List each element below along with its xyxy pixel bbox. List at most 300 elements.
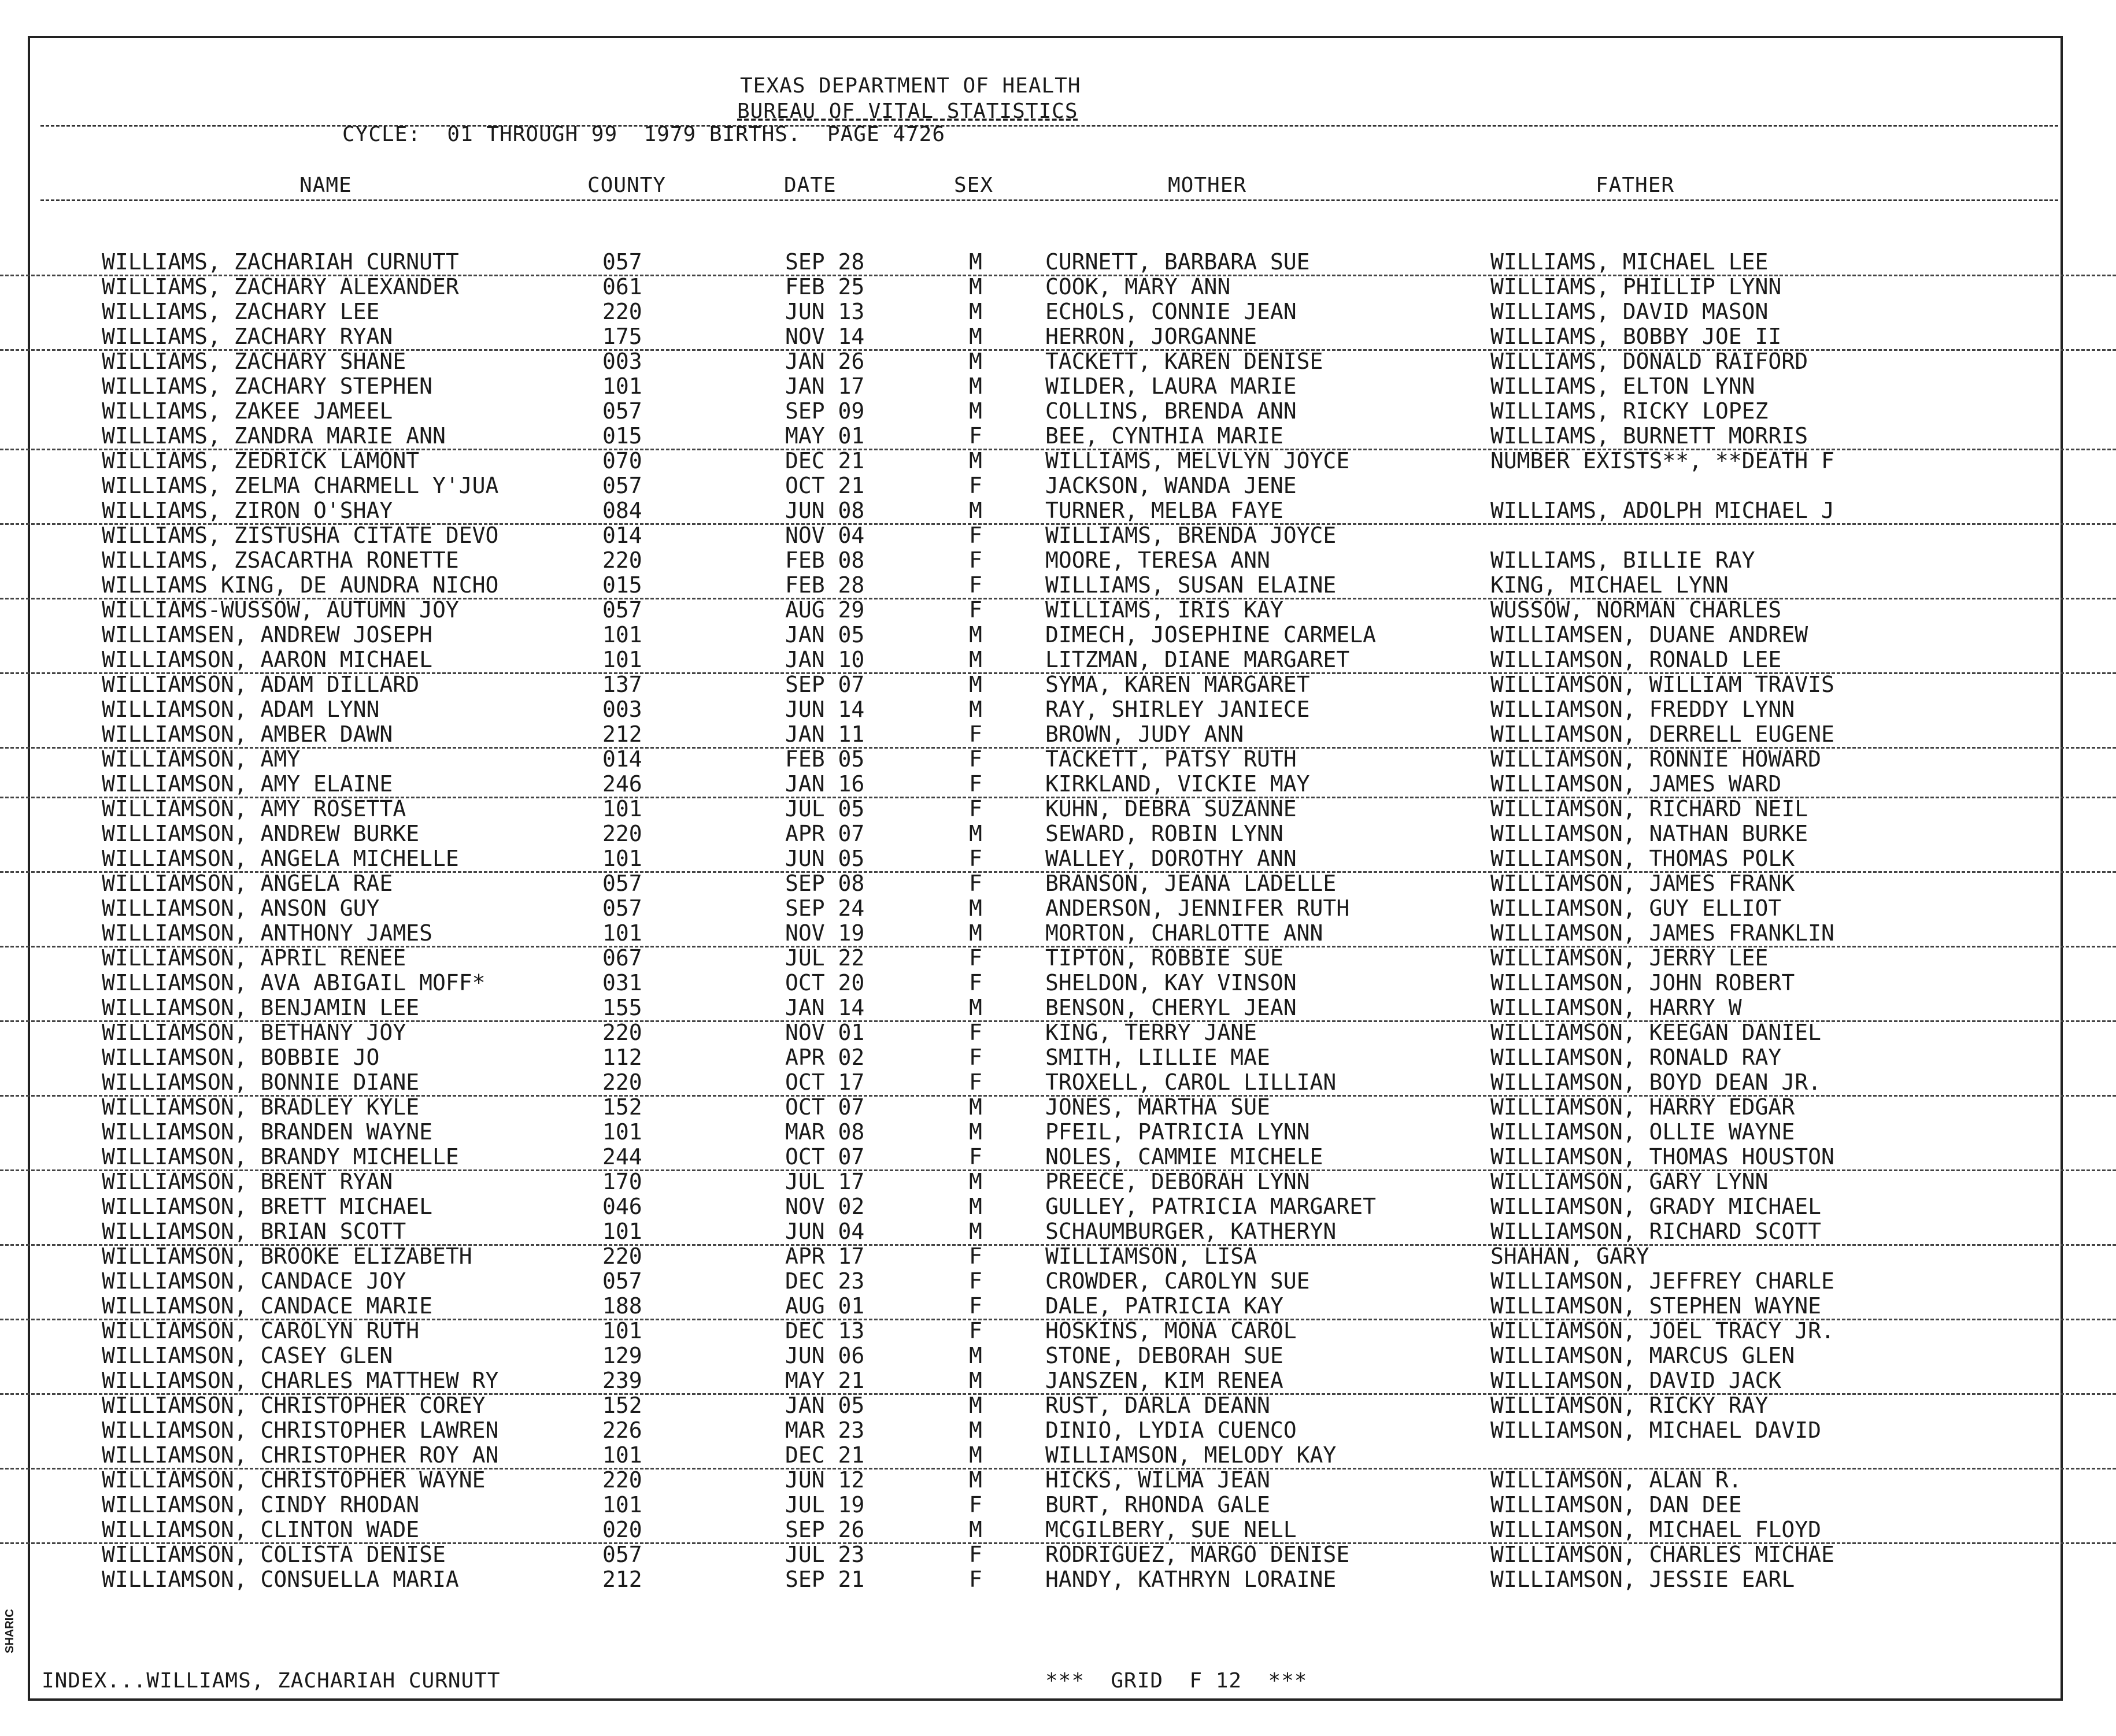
cell-father: WILLIAMSON, MICHAEL DAVID	[1490, 1417, 1821, 1443]
cell-father: WILLIAMSEN, DUANE ANDREW	[1490, 622, 1808, 647]
cell-name: WILLIAMSON, CHARLES MATTHEW RY	[102, 1368, 499, 1393]
cell-father: WILLIAMSON, HARRY W	[1490, 995, 1742, 1020]
cell-county: 057	[602, 473, 642, 498]
cell-name: WILLIAMSON, APRIL RENEE	[102, 945, 406, 971]
cell-county: 061	[602, 274, 642, 299]
cell-father: WILLIAMSON, BOYD DEAN JR.	[1490, 1069, 1821, 1095]
cell-county: 129	[602, 1343, 642, 1368]
cell-name: WILLIAMSON, CHRISTOPHER LAWREN	[102, 1417, 499, 1443]
cell-county: 057	[602, 597, 642, 623]
cell-sex: M	[969, 672, 982, 697]
cell-name: WILLIAMS, ZAKEE JAMEEL	[102, 398, 393, 424]
cell-mother: SMITH, LILLIE MAE	[1045, 1045, 1270, 1070]
cell-date: NOV 02	[785, 1194, 865, 1219]
cell-sex: M	[969, 1368, 982, 1393]
table-row	[0, 722, 2116, 749]
cell-name: WILLIAMSON, CAROLYN RUTH	[102, 1318, 420, 1343]
cell-date: JUL 05	[785, 796, 865, 821]
cell-county: 070	[602, 448, 642, 473]
cell-name: WILLIAMSEN, ANDREW JOSEPH	[102, 622, 432, 647]
cell-sex: M	[969, 1393, 982, 1418]
cell-father: WILLIAMSON, GUY ELLIOT	[1490, 895, 1782, 921]
cell-mother: HANDY, KATHRYN LORAINE	[1045, 1567, 1337, 1592]
table-row	[0, 1120, 2116, 1145]
cell-mother: SYMA, KAREN MARGARET	[1045, 672, 1310, 697]
cell-father: WILLIAMSON, FREDDY LYNN	[1490, 697, 1795, 722]
grid-footer: *** GRID F 12 ***	[1045, 1669, 1308, 1693]
cell-date: APR 17	[785, 1243, 865, 1269]
cell-sex: M	[969, 821, 982, 846]
table-row	[0, 747, 2116, 772]
cell-mother: STONE, DEBORAH SUE	[1045, 1343, 1283, 1368]
table-row	[0, 548, 2116, 573]
cell-date: SEP 21	[785, 1567, 865, 1592]
cell-name: WILLIAMSON, ANSON GUY	[102, 895, 380, 921]
cell-name: WILLIAMSON, CINDY RHODAN	[102, 1492, 420, 1517]
cell-name: WILLIAMSON, AVA ABIGAIL MOFF*	[102, 970, 486, 995]
cell-date: OCT 17	[785, 1069, 865, 1095]
cell-county: 220	[602, 1069, 642, 1095]
table-row	[0, 399, 2116, 424]
cell-name: WILLIAMS-WUSSOW, AUTUMN JOY	[102, 597, 459, 623]
table-row	[0, 1343, 2116, 1368]
cell-county: 175	[602, 324, 642, 349]
cell-county: 067	[602, 945, 642, 971]
cell-sex: M	[969, 1194, 982, 1219]
table-row	[0, 523, 2116, 548]
cell-county: 057	[602, 895, 642, 921]
cell-date: APR 02	[785, 1045, 865, 1070]
table-row	[0, 995, 2116, 1022]
cell-name: WILLIAMSON, ADAM LYNN	[102, 697, 380, 722]
cell-father: WILLIAMS, BOBBY JOE II	[1490, 324, 1782, 349]
cell-mother: ANDERSON, JENNIFER RUTH	[1045, 895, 1350, 921]
cell-father: WILLIAMSON, RONALD RAY	[1490, 1045, 1782, 1070]
cell-date: JUN 08	[785, 498, 865, 523]
cell-county: 226	[602, 1417, 642, 1443]
cycle-line: CYCLE: 01 THROUGH 99 1979 BIRTHS. PAGE 4726	[342, 123, 945, 146]
table-row	[0, 672, 2116, 697]
cell-county: 239	[602, 1368, 642, 1393]
cell-father: WILLIAMSON, MARCUS GLEN	[1490, 1343, 1795, 1368]
cell-date: FEB 25	[785, 274, 865, 299]
cell-father: WILLIAMSON, JAMES FRANKLIN	[1490, 920, 1834, 946]
cell-county: 101	[602, 647, 642, 672]
cell-name: WILLIAMS, ZANDRA MARIE ANN	[102, 423, 446, 449]
cell-sex: F	[969, 746, 982, 772]
cell-sex: F	[969, 945, 982, 971]
cell-date: DEC 13	[785, 1318, 865, 1343]
cell-county: 057	[602, 249, 642, 275]
cell-mother: CURNETT, BARBARA SUE	[1045, 249, 1310, 275]
table-row	[0, 1194, 2116, 1219]
cell-date: JAN 11	[785, 721, 865, 747]
cell-father: WILLIAMSON, GARY LYNN	[1490, 1169, 1769, 1194]
cell-date: AUG 01	[785, 1293, 865, 1319]
cell-county: 046	[602, 1194, 642, 1219]
cell-name: WILLIAMSON, AMBER DAWN	[102, 721, 393, 747]
cell-sex: F	[969, 1567, 982, 1592]
cell-name: WILLIAMSON, ANGELA MICHELLE	[102, 846, 459, 871]
cell-father: WILLIAMSON, OLLIE WAYNE	[1490, 1119, 1795, 1145]
table-row	[0, 821, 2116, 846]
cell-mother: KIRKLAND, VICKIE MAY	[1045, 771, 1310, 797]
cell-name: WILLIAMSON, CANDACE JOY	[102, 1268, 406, 1294]
cell-father: WILLIAMSON, RICHARD NEIL	[1490, 796, 1808, 821]
table-row	[0, 1244, 2116, 1269]
cell-mother: DIMECH, JOSEPHINE CARMELA	[1045, 622, 1376, 647]
cell-mother: BENSON, CHERYL JEAN	[1045, 995, 1297, 1020]
cell-sex: F	[969, 1293, 982, 1319]
cell-sex: F	[969, 1243, 982, 1269]
cell-name: WILLIAMSON, AMY ELAINE	[102, 771, 393, 797]
cell-county: 244	[602, 1144, 642, 1169]
cell-mother: TACKETT, KAREN DENISE	[1045, 349, 1323, 374]
table-row	[0, 1169, 2116, 1194]
agency-title: TEXAS DEPARTMENT OF HEALTH	[740, 74, 1081, 98]
bureau-title: BUREAU OF VITAL STATISTICS	[737, 99, 1078, 123]
cell-date: MAY 01	[785, 423, 865, 449]
cell-date: SEP 26	[785, 1517, 865, 1542]
header-rule-columns	[40, 199, 2058, 201]
cell-name: WILLIAMSON, BONNIE DIANE	[102, 1069, 420, 1095]
cell-date: JAN 05	[785, 1393, 865, 1418]
cell-father: WUSSOW, NORMAN CHARLES	[1490, 597, 1782, 623]
cell-mother: SEWARD, ROBIN LYNN	[1045, 821, 1283, 846]
cell-sex: M	[969, 398, 982, 424]
cell-sex: F	[969, 597, 982, 623]
cell-name: WILLIAMS, ZEDRICK LAMONT	[102, 448, 420, 473]
table-row	[0, 1567, 2116, 1592]
cell-date: MAR 23	[785, 1417, 865, 1443]
table-row	[0, 1468, 2116, 1493]
table-row	[0, 1517, 2116, 1544]
cell-county: 220	[602, 547, 642, 573]
cell-name: WILLIAMSON, CHRISTOPHER WAYNE	[102, 1467, 486, 1493]
cell-name: WILLIAMSON, BROOKE ELIZABETH	[102, 1243, 472, 1269]
index-footer: INDEX...WILLIAMS, ZACHARIAH CURNUTT	[42, 1669, 501, 1693]
cell-sex: F	[969, 572, 982, 598]
table-row	[0, 449, 2116, 473]
cell-date: NOV 04	[785, 523, 865, 548]
cell-father: WILLIAMS, MICHAEL LEE	[1490, 249, 1769, 275]
cell-date: SEP 28	[785, 249, 865, 275]
cell-mother: WILLIAMSON, MELODY KAY	[1045, 1442, 1337, 1468]
table-row	[0, 946, 2116, 971]
cell-sex: M	[969, 697, 982, 722]
cell-mother: TACKETT, PATSY RUTH	[1045, 746, 1297, 772]
cell-county: 112	[602, 1045, 642, 1070]
cell-mother: PREECE, DEBORAH LYNN	[1045, 1169, 1310, 1194]
cell-mother: WILLIAMSON, LISA	[1045, 1243, 1257, 1269]
cell-county: 101	[602, 1318, 642, 1343]
cell-name: WILLIAMS, ZACHARY SHANE	[102, 349, 406, 374]
cell-sex: F	[969, 871, 982, 896]
cell-sex: M	[969, 1119, 982, 1145]
cell-date: OCT 21	[785, 473, 865, 498]
cell-sex: M	[969, 895, 982, 921]
cell-name: WILLIAMSON, CLINTON WADE	[102, 1517, 420, 1542]
cell-sex: M	[969, 920, 982, 946]
cell-sex: M	[969, 448, 982, 473]
cell-name: WILLIAMSON, BRETT MICHAEL	[102, 1194, 432, 1219]
cell-county: 101	[602, 796, 642, 821]
cell-father: WILLIAMS, BURNETT MORRIS	[1490, 423, 1808, 449]
cell-sex: M	[969, 1169, 982, 1194]
cell-county: 212	[602, 721, 642, 747]
cell-county: 020	[602, 1517, 642, 1542]
cell-mother: NOLES, CAMMIE MICHELE	[1045, 1144, 1323, 1169]
table-row	[0, 424, 2116, 450]
cell-date: OCT 20	[785, 970, 865, 995]
cell-sex: F	[969, 547, 982, 573]
cell-father: WILLIAMSON, DAN DEE	[1490, 1492, 1742, 1517]
cell-sex: F	[969, 1542, 982, 1567]
cell-date: OCT 07	[785, 1144, 865, 1169]
cell-county: 246	[602, 771, 642, 797]
cell-date: JUN 06	[785, 1343, 865, 1368]
cell-sex: M	[969, 622, 982, 647]
cell-name: WILLIAMSON, CANDACE MARIE	[102, 1293, 432, 1319]
cell-name: WILLIAMSON, AMY ROSETTA	[102, 796, 406, 821]
table-row	[0, 1020, 2116, 1045]
cell-mother: DALE, PATRICIA KAY	[1045, 1293, 1283, 1319]
cell-county: 101	[602, 373, 642, 399]
cell-mother: TROXELL, CAROL LILLIAN	[1045, 1069, 1337, 1095]
cell-mother: WILLIAMS, SUSAN ELAINE	[1045, 572, 1337, 598]
cell-date: SEP 09	[785, 398, 865, 424]
table-row	[0, 1219, 2116, 1246]
table-row	[0, 797, 2116, 821]
cell-county: 220	[602, 299, 642, 324]
cell-mother: DINIO, LYDIA CUENCO	[1045, 1417, 1297, 1443]
cell-sex: F	[969, 1318, 982, 1343]
cell-father: WILLIAMSON, JERRY LEE	[1490, 945, 1769, 971]
column-header-county: COUNTY	[587, 173, 667, 197]
cell-sex: M	[969, 299, 982, 324]
cell-county: 220	[602, 1467, 642, 1493]
table-row	[0, 1095, 2116, 1120]
side-mark: SHARIC	[3, 1609, 16, 1653]
cell-mother: RODRIGUEZ, MARGO DENISE	[1045, 1542, 1350, 1567]
cell-date: MAR 08	[785, 1119, 865, 1145]
cell-name: WILLIAMSON, CHRISTOPHER ROY AN	[102, 1442, 499, 1468]
cell-name: WILLIAMS, ZACHARY LEE	[102, 299, 380, 324]
cell-mother: BRANSON, JEANA LADELLE	[1045, 871, 1337, 896]
cell-sex: F	[969, 473, 982, 498]
cell-date: JAN 17	[785, 373, 865, 399]
cell-father: WILLIAMS, RICKY LOPEZ	[1490, 398, 1769, 424]
cell-mother: KUHN, DEBRA SUZANNE	[1045, 796, 1297, 821]
cell-mother: CROWDER, CAROLYN SUE	[1045, 1268, 1310, 1294]
cell-date: DEC 23	[785, 1268, 865, 1294]
cell-mother: BEE, CYNTHIA MARIE	[1045, 423, 1283, 449]
cell-mother: HERRON, JORGANNE	[1045, 324, 1257, 349]
cell-sex: M	[969, 1517, 982, 1542]
cell-father: WILLIAMSON, DAVID JACK	[1490, 1368, 1782, 1393]
cell-name: WILLIAMSON, AMY	[102, 746, 301, 772]
cell-father: WILLIAMSON, STEPHEN WAYNE	[1490, 1293, 1821, 1319]
cell-sex: M	[969, 995, 982, 1020]
cell-name: WILLIAMS, ZELMA CHARMELL Y'JUA	[102, 473, 499, 498]
cell-father: WILLIAMSON, RONALD LEE	[1490, 647, 1782, 672]
cell-county: 057	[602, 398, 642, 424]
cell-name: WILLIAMSON, BRENT RYAN	[102, 1169, 393, 1194]
column-header-date: DATE	[784, 173, 837, 197]
table-row	[0, 971, 2116, 995]
cell-sex: F	[969, 523, 982, 548]
cell-name: WILLIAMSON, ANDREW BURKE	[102, 821, 420, 846]
table-row	[0, 1045, 2116, 1070]
cell-date: JAN 05	[785, 622, 865, 647]
table-row	[0, 1319, 2116, 1343]
cell-county: 101	[602, 846, 642, 871]
cell-father: WILLIAMS, PHILLIP LYNN	[1490, 274, 1782, 299]
cell-father: WILLIAMSON, JOHN ROBERT	[1490, 970, 1795, 995]
cell-name: WILLIAMSON, ADAM DILLARD	[102, 672, 420, 697]
cell-sex: M	[969, 647, 982, 672]
cell-county: 188	[602, 1293, 642, 1319]
cell-mother: PFEIL, PATRICIA LYNN	[1045, 1119, 1310, 1145]
table-row	[0, 896, 2116, 921]
cell-mother: WALLEY, DOROTHY ANN	[1045, 846, 1297, 871]
cell-county: 101	[602, 1119, 642, 1145]
cell-county: 152	[602, 1094, 642, 1120]
cell-father: WILLIAMSON, RICHARD SCOTT	[1490, 1219, 1821, 1244]
table-row	[0, 250, 2116, 276]
table-row	[0, 772, 2116, 798]
cell-date: APR 07	[785, 821, 865, 846]
cell-county: 003	[602, 697, 642, 722]
cell-date: JAN 14	[785, 995, 865, 1020]
cell-father: WILLIAMS, DONALD RAIFORD	[1490, 349, 1808, 374]
cell-county: 031	[602, 970, 642, 995]
cell-mother: KING, TERRY JANE	[1045, 1020, 1257, 1045]
cell-mother: BROWN, JUDY ANN	[1045, 721, 1244, 747]
cell-date: NOV 01	[785, 1020, 865, 1045]
cell-mother: RUST, DARLA DEANN	[1045, 1393, 1270, 1418]
cell-mother: BURT, RHONDA GALE	[1045, 1492, 1270, 1517]
cell-county: 220	[602, 1020, 642, 1045]
cell-father: KING, MICHAEL LYNN	[1490, 572, 1729, 598]
cell-mother: COOK, MARY ANN	[1045, 274, 1231, 299]
cell-sex: M	[969, 1219, 982, 1244]
cell-name: WILLIAMSON, BOBBIE JO	[102, 1045, 380, 1070]
cell-mother: MORTON, CHARLOTTE ANN	[1045, 920, 1323, 946]
cell-sex: F	[969, 1069, 982, 1095]
cell-father: WILLIAMSON, DERRELL EUGENE	[1490, 721, 1834, 747]
cell-mother: JONES, MARTHA SUE	[1045, 1094, 1270, 1120]
column-header-name: NAME	[299, 173, 352, 197]
cell-sex: F	[969, 721, 982, 747]
cell-name: WILLIAMS, ZISTUSHA CITATE DEVO	[102, 523, 499, 548]
table-row	[0, 573, 2116, 599]
cell-date: JAN 10	[785, 647, 865, 672]
cell-father: WILLIAMSON, ALAN R.	[1490, 1467, 1742, 1493]
table-row	[0, 1368, 2116, 1395]
cell-county: 220	[602, 821, 642, 846]
table-row	[0, 1493, 2116, 1517]
cell-father: WILLIAMSON, RONNIE HOWARD	[1490, 746, 1821, 772]
cell-father: SHAHAN, GARY	[1490, 1243, 1649, 1269]
cell-father: NUMBER EXISTS**, **DEATH F	[1490, 448, 1834, 473]
cell-father: WILLIAMS, ADOLPH MICHAEL J	[1490, 498, 1834, 523]
cell-date: JUN 12	[785, 1467, 865, 1493]
cell-sex: M	[969, 1417, 982, 1443]
table-row	[0, 1393, 2116, 1418]
cell-father: WILLIAMSON, THOMAS HOUSTON	[1490, 1144, 1834, 1169]
cell-mother: SHELDON, KAY VINSON	[1045, 970, 1297, 995]
cell-name: WILLIAMSON, BETHANY JOY	[102, 1020, 406, 1045]
cell-county: 003	[602, 349, 642, 374]
cell-mother: WILLIAMS, BRENDA JOYCE	[1045, 523, 1337, 548]
table-row	[0, 697, 2116, 722]
table-row	[0, 846, 2116, 873]
cell-date: JUL 17	[785, 1169, 865, 1194]
cell-county: 101	[602, 1442, 642, 1468]
cell-county: 084	[602, 498, 642, 523]
cell-date: JUN 14	[785, 697, 865, 722]
cell-date: SEP 08	[785, 871, 865, 896]
cell-mother: MCGILBERY, SUE NELL	[1045, 1517, 1297, 1542]
table-row	[0, 324, 2116, 351]
cell-sex: M	[969, 1442, 982, 1468]
cell-sex: F	[969, 1144, 982, 1169]
cell-county: 101	[602, 920, 642, 946]
cell-date: AUG 29	[785, 597, 865, 623]
cell-name: WILLIAMSON, CASEY GLEN	[102, 1343, 393, 1368]
cell-name: WILLIAMSON, BRANDY MICHELLE	[102, 1144, 459, 1169]
cell-sex: F	[969, 1268, 982, 1294]
cell-date: JAN 16	[785, 771, 865, 797]
cell-sex: M	[969, 373, 982, 399]
table-row	[0, 275, 2116, 299]
cell-date: JUL 19	[785, 1492, 865, 1517]
cell-date: NOV 14	[785, 324, 865, 349]
cell-county: 057	[602, 871, 642, 896]
table-row	[0, 374, 2116, 399]
cell-date: JUN 05	[785, 846, 865, 871]
cell-name: WILLIAMS, ZACHARY STEPHEN	[102, 373, 432, 399]
cell-father: WILLIAMS, ELTON LYNN	[1490, 373, 1755, 399]
cell-name: WILLIAMS, ZACHARY RYAN	[102, 324, 393, 349]
cell-name: WILLIAMSON, CHRISTOPHER COREY	[102, 1393, 486, 1418]
cell-name: WILLIAMSON, BRANDEN WAYNE	[102, 1119, 432, 1145]
cell-mother: LITZMAN, DIANE MARGARET	[1045, 647, 1350, 672]
cell-mother: ECHOLS, CONNIE JEAN	[1045, 299, 1297, 324]
cell-name: WILLIAMSON, ANTHONY JAMES	[102, 920, 432, 946]
cell-sex: F	[969, 970, 982, 995]
table-row	[0, 1294, 2116, 1320]
cell-date: SEP 24	[785, 895, 865, 921]
table-row	[0, 871, 2116, 896]
cell-sex: M	[969, 1467, 982, 1493]
cell-county: 015	[602, 572, 642, 598]
cell-date: DEC 21	[785, 448, 865, 473]
table-row	[0, 598, 2116, 623]
cell-father: WILLIAMSON, JEFFREY CHARLE	[1490, 1268, 1834, 1294]
cell-mother: HOSKINS, MONA CAROL	[1045, 1318, 1297, 1343]
cell-sex: M	[969, 249, 982, 275]
cell-date: MAY 21	[785, 1368, 865, 1393]
cell-county: 014	[602, 746, 642, 772]
cell-county: 101	[602, 1492, 642, 1517]
cell-father: WILLIAMSON, JESSIE EARL	[1490, 1567, 1795, 1592]
cell-mother: COLLINS, BRENDA ANN	[1045, 398, 1297, 424]
cell-county: 212	[602, 1567, 642, 1592]
cell-date: NOV 19	[785, 920, 865, 946]
cell-sex: M	[969, 498, 982, 523]
